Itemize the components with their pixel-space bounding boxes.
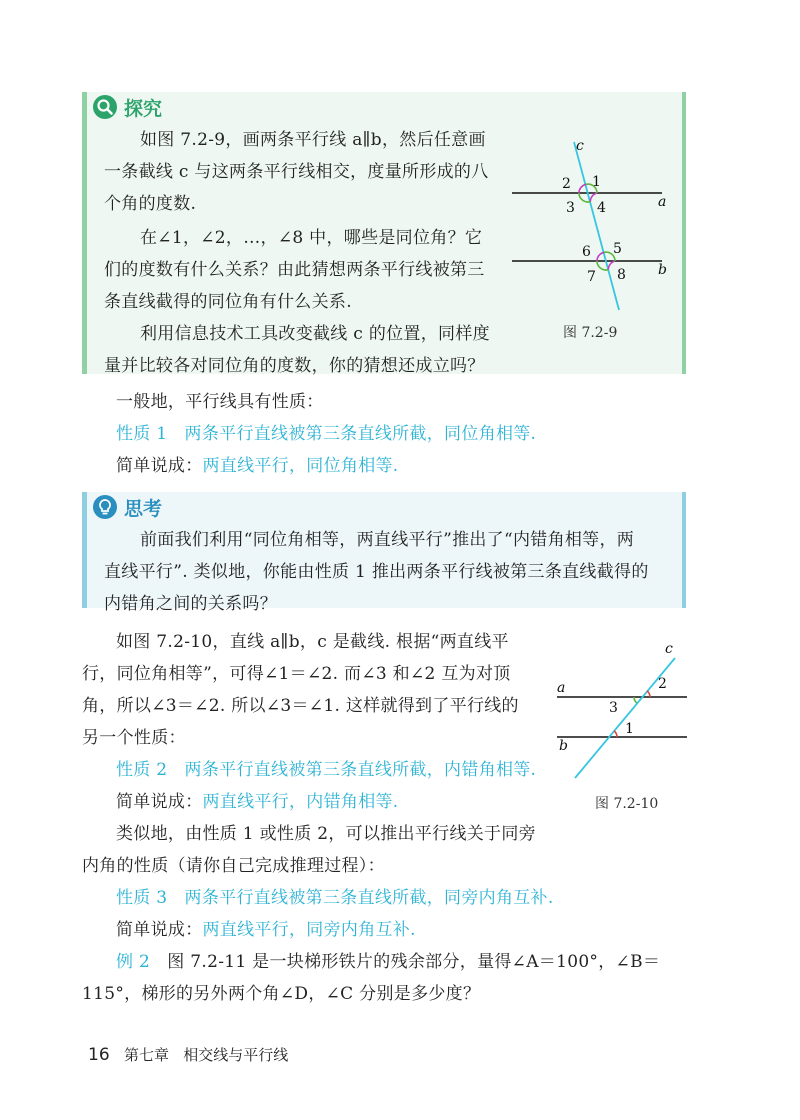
simple-3: [116, 914, 416, 946]
fig10-label-1: 1: [625, 721, 634, 737]
page-footer: [88, 1044, 288, 1065]
fig9-label-6: 6: [582, 244, 591, 260]
body2-line-4: 另一个性质：: [82, 728, 186, 748]
property-2-label: 性质 2: [116, 760, 168, 780]
property-3-label: 性质 3: [116, 888, 168, 908]
think-box-right-bar: [682, 492, 686, 608]
explore-line-8: 量并比较各对同位角的度数，你的猜想还成立吗？: [104, 356, 485, 376]
figure-7-2-10: [555, 640, 695, 785]
fig10-label-3: 3: [609, 700, 618, 716]
fig9-label-8: 8: [617, 267, 626, 283]
body2-line-2: 行，同位角相等”，可得∠1＝∠2. 而∠3 和∠2 互为对顶: [82, 664, 511, 684]
example-2-label: 例 2: [116, 952, 151, 972]
simple-1-text: 两直线平行，同位角相等.: [202, 456, 399, 476]
fig10-label-a: a: [557, 680, 566, 696]
fig10-label-2: 2: [658, 676, 667, 692]
explore-title: 探究: [124, 98, 163, 120]
think-line-1: 前面我们利用“同位角相等，两直线平行”推出了“内错角相等，两: [140, 530, 635, 550]
body3-line-1: 类似地，由性质 1 或性质 2，可以推出平行线关于同旁: [116, 824, 536, 844]
fig9-label-1: 1: [592, 174, 601, 190]
think-title: 思考: [124, 498, 163, 520]
section-label: 相交线与平行线: [183, 1046, 289, 1064]
example-2: [116, 946, 660, 978]
transversal-c: [574, 142, 619, 310]
body2-line-3: 角，所以∠3＝∠2. 所以∠3＝∠1. 这样就得到了平行线的: [82, 696, 519, 716]
explore-icon: [92, 94, 118, 120]
property-3: [116, 882, 554, 914]
page-number: 16: [88, 1045, 110, 1065]
fig9-label-b: b: [658, 262, 667, 278]
fig9-label-3: 3: [566, 200, 575, 216]
simple-2-prefix: 简单说成：: [116, 792, 203, 812]
simple-2: [116, 786, 399, 818]
fig10-label-c: c: [665, 641, 673, 657]
think-box-left-bar: [82, 492, 87, 608]
figure-7-2-9-caption: 图 7.2-9: [563, 325, 618, 341]
simple-2-text: 两直线平行，内错角相等.: [202, 792, 399, 812]
explore-line-1: 如图 7.2-9，画两条平行线 a∥b，然后任意画: [140, 130, 486, 150]
property-1: [116, 418, 536, 450]
fig9-label-a: a: [658, 194, 667, 210]
think-line-3: 内错角之间的关系吗？: [104, 594, 277, 614]
explore-line-5: 们的度数有什么关系？由此猜想两条平行线被第三: [104, 260, 485, 280]
property-3-text: 两条平行直线被第三条直线所截，同旁内角互补.: [184, 888, 554, 908]
fig10-label-b: b: [559, 738, 568, 754]
property-1-text: 两条平行直线被第三条直线所截，同位角相等.: [184, 424, 537, 444]
fig9-label-5: 5: [613, 241, 622, 257]
fig9-label-2: 2: [562, 176, 571, 192]
figure-7-2-9: [500, 130, 680, 315]
explore-line-2: 一条截线 c 与这两条平行线相交，度量所形成的八: [104, 162, 489, 182]
explore-box-left-bar: [82, 92, 87, 374]
simple-3-text: 两直线平行，同旁内角互补.: [202, 920, 416, 940]
figure-7-2-10-caption: 图 7.2-10: [595, 796, 659, 812]
chapter-label: 第七章: [123, 1046, 169, 1064]
property-1-label: 性质 1: [116, 424, 168, 444]
fig9-label-c: c: [576, 138, 584, 154]
explore-line-6: 条直线截得的同位角有什么关系.: [104, 292, 352, 312]
fig9-label-4: 4: [597, 200, 606, 216]
fig9-label-7: 7: [587, 269, 596, 285]
lightbulb-icon: [92, 494, 118, 520]
explore-box-right-bar: [682, 92, 686, 374]
simple-1: [116, 450, 399, 482]
body3-line-2: 内角的性质（请你自己完成推理过程）：: [82, 856, 385, 876]
explore-line-3: 个角的度数.: [104, 194, 197, 214]
simple-1-prefix: 简单说成：: [116, 456, 203, 476]
general-intro: 一般地，平行线具有性质：: [116, 392, 324, 412]
example-2-line-2: 115°，梯形的另外两个角∠D，∠C 分别是多少度？: [82, 984, 481, 1004]
explore-line-7: 利用信息技术工具改变截线 c 的位置，同样度: [140, 324, 490, 344]
property-2-text: 两条平行直线被第三条直线所截，内错角相等.: [184, 760, 537, 780]
body2-line-1: 如图 7.2-10，直线 a∥b，c 是截线. 根据“两直线平: [116, 632, 509, 652]
property-2: [116, 754, 536, 786]
simple-3-prefix: 简单说成：: [116, 920, 203, 940]
example-2-line-1: 图 7.2-11 是一块梯形铁片的残余部分，量得∠A＝100°，∠B＝: [167, 952, 661, 972]
explore-line-4: 在∠1，∠2，…，∠8 中，哪些是同位角？它: [140, 228, 483, 248]
think-line-2: 直线平行”. 类似地，你能由性质 1 推出两条平行线被第三条直线截得的: [104, 562, 649, 582]
